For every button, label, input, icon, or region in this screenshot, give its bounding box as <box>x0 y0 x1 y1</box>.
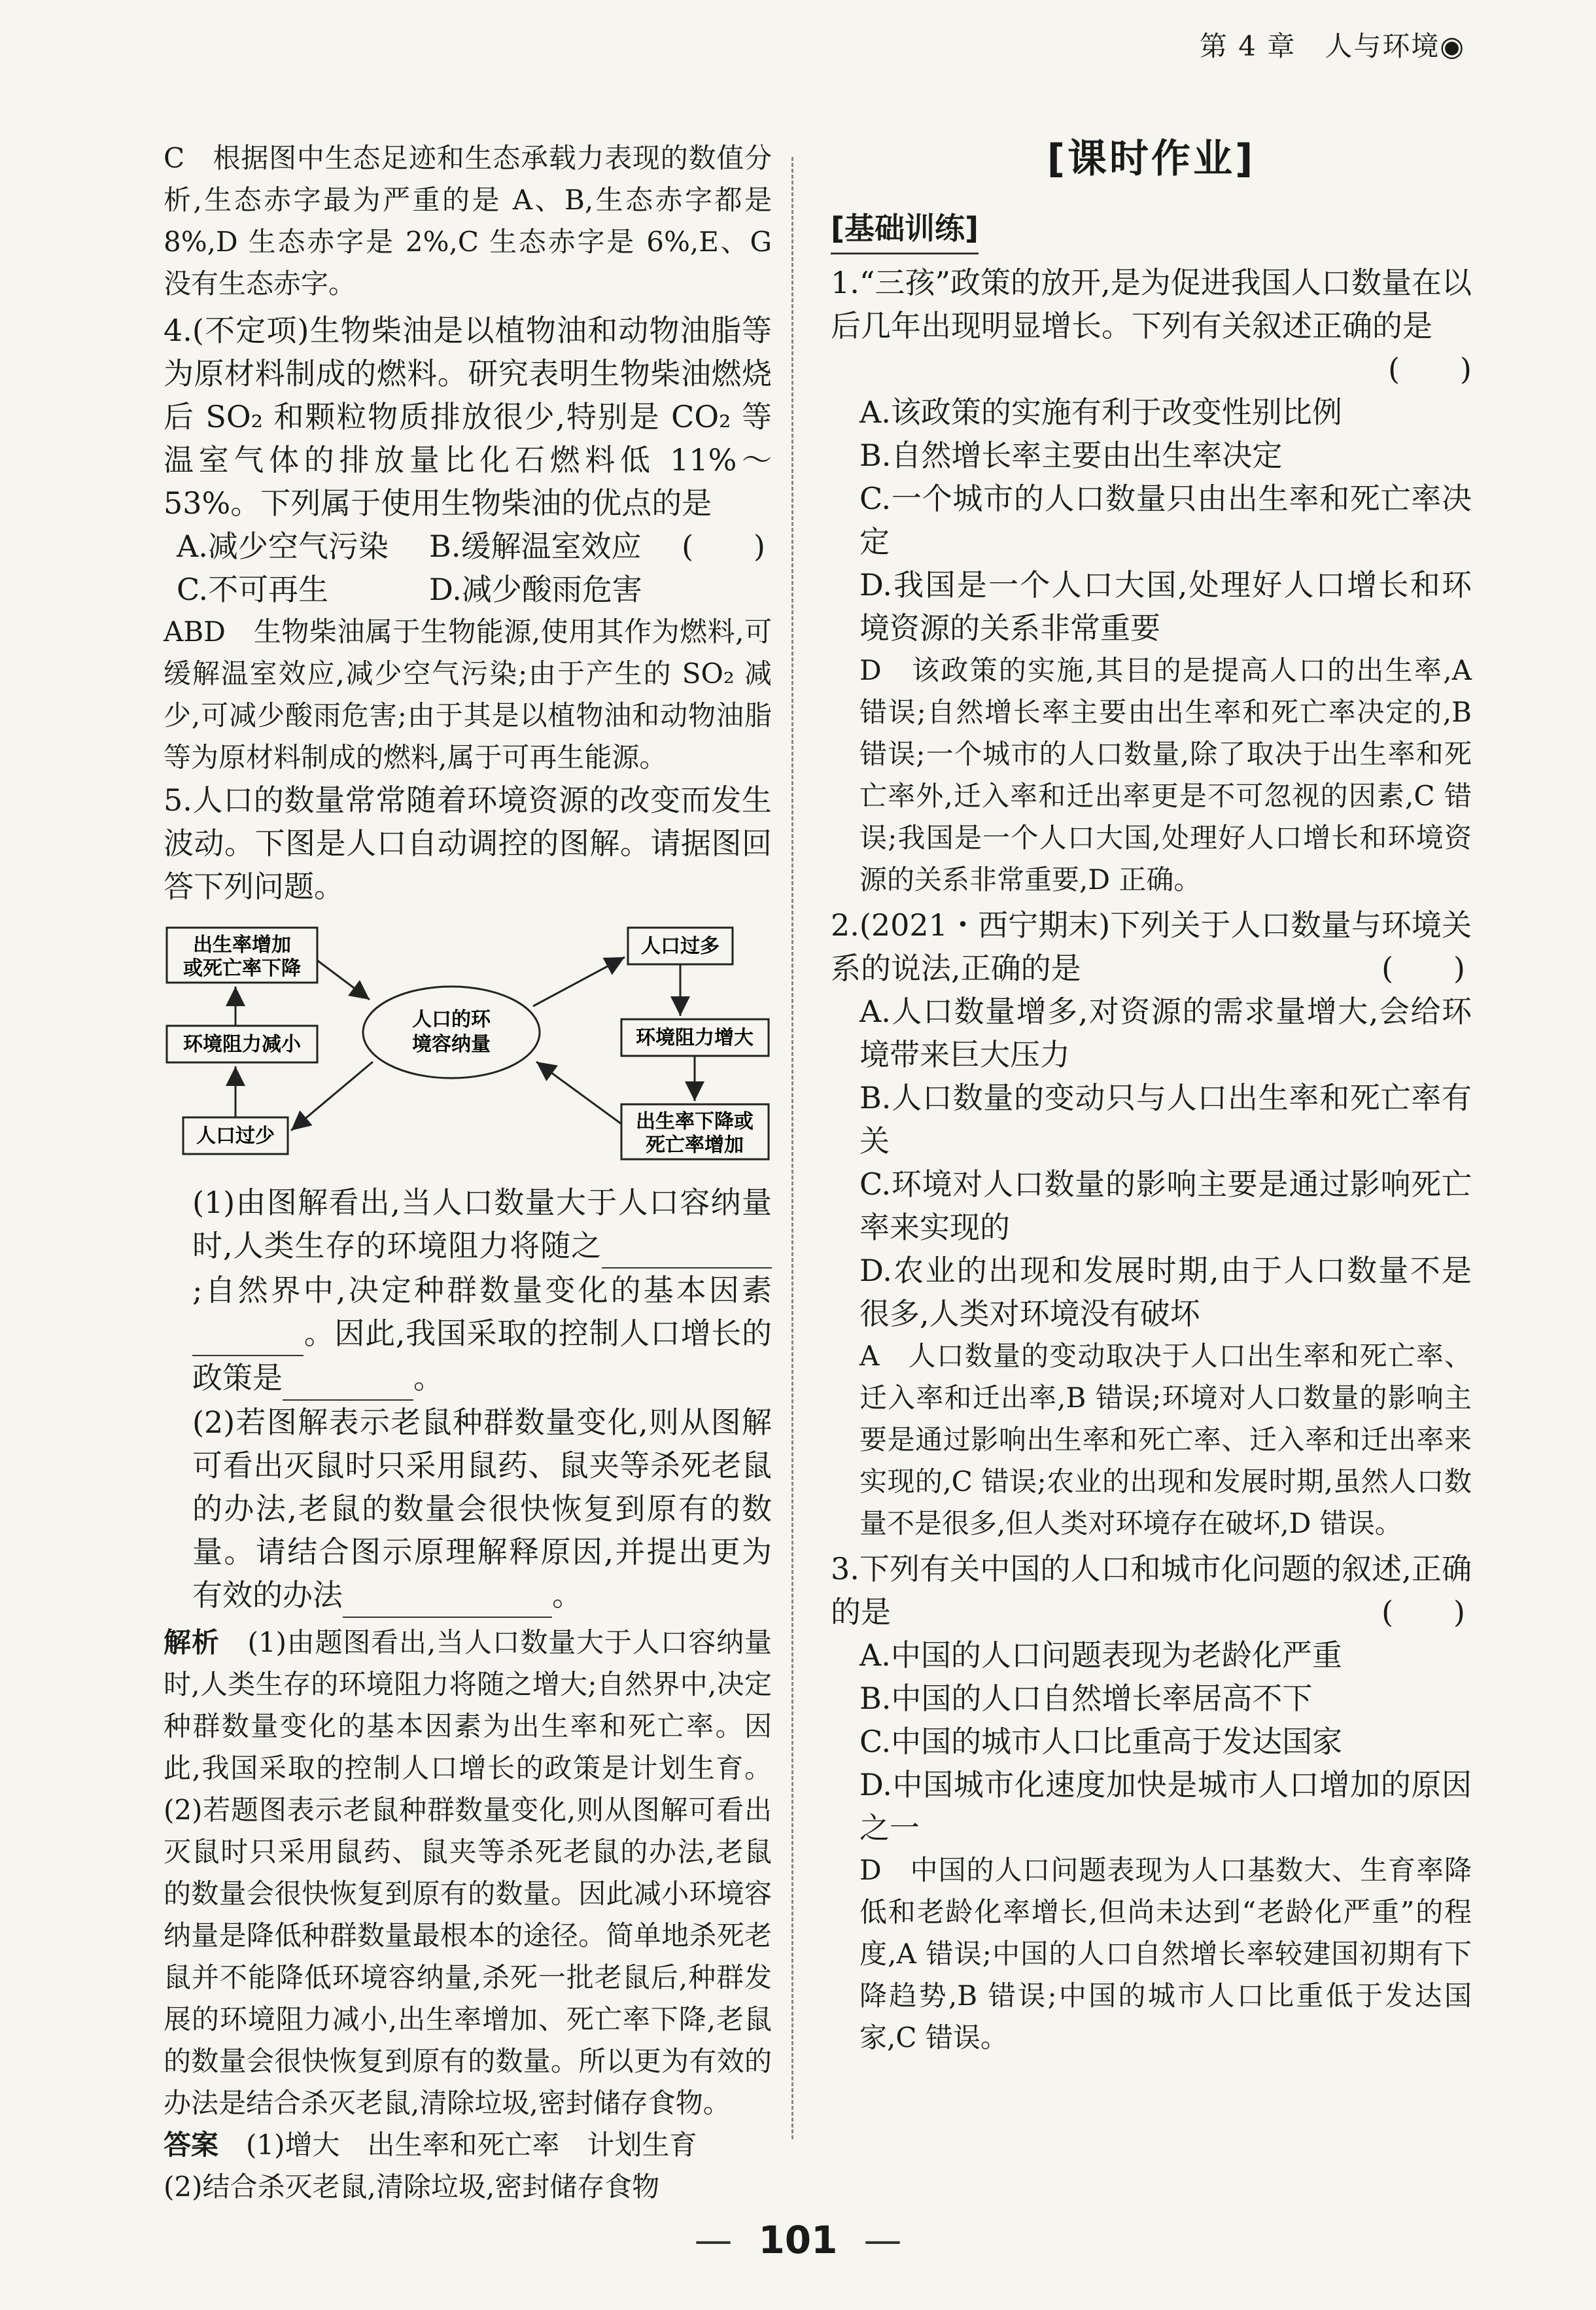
r-q2-stem-text: 2.(2021・西宁期末)下列关于人口数量与环境关系的说法,正确的是 <box>831 907 1472 986</box>
analysis-text: (1)由题图看出,当人口数量大于人口容纳量时,人类生存的环境阻力将随之增大;自然界中,决定种群数量变化的基本因素为出生率和死亡率。因此,我国采取的控制人口增长的政策是计划生育。(2)若题图表示老鼠种群数量变化,则从图解可看出灭鼠时只采用鼠药、鼠夹等杀死老鼠的办法,老鼠的数量会很快恢复到原有的数量。因此减小环境容纳量是降低种群数量最根本的途径。简单地杀死老鼠并不能降低环境容纳量,杀死一批老鼠后,种群发展的环境阻力减小,出生率增加、死亡率下降,老鼠的数量会很快恢复到原有的数量。所以更为有效的办法是结合杀灭老鼠,清除垃圾,密封储存食物。 <box>164 1626 772 2119</box>
q5-blank-2[interactable] <box>192 1312 304 1356</box>
answer-label: 答案 <box>164 2129 219 2161</box>
r-q2-stem <box>831 903 1472 990</box>
chapter-header: 第 4 章 人与环境◉ <box>1199 30 1465 62</box>
center-line2: 境容纳量 <box>412 1033 491 1056</box>
q4-answer-paren: ( ) <box>682 529 765 564</box>
arrow-box6-center <box>536 1062 621 1124</box>
q4-option-a: A.减少空气污染 <box>177 529 389 564</box>
r-q3-option-c: C.中国的城市人口比重高于发达国家 <box>859 1724 1343 1759</box>
box-birth-decrease-line1: 出生率下降或 <box>636 1110 754 1133</box>
homework-title: [课时作业] <box>1047 136 1256 182</box>
q5-part1-d: 。 <box>413 1360 443 1395</box>
q5-stem: 5.人口的数量常常随着环境资源的改变而发生波动。下图是人口自动调控的图解。请据图回答下列问题。 <box>164 782 772 904</box>
r-q3-paren: ( ) <box>1381 1594 1465 1630</box>
q4-option-b: B.缓解温室效应 <box>429 529 642 564</box>
box-resistance-decrease-text: 环境阻力减小 <box>183 1033 301 1056</box>
basic-training-label: [基础训练] <box>831 207 979 254</box>
q5-answer <box>164 2124 772 2166</box>
r-q1-explanation: D 该政策的实施,其目的是提高人口的出生率,A 错误;自然增长率主要由出生率和死亡率决定的,B 错误;一个城市的人口数量,除了取决于出生率和死亡率外,迁入率和迁出率更是不可忽视的因素,C 错误;我国是一个人口大国,处理好人口增长和环境资源的关系非常重要,D 正确。 <box>859 654 1472 896</box>
arrow-box1-center <box>317 960 370 1000</box>
r-q1-stem: 1.“三孩”政策的放开,是为促进我国人口数量在以后几年出现明显增长。下列有关叙述正确的是 <box>831 265 1472 343</box>
box-birth-increase-line2: 或死亡率下降 <box>183 957 301 980</box>
column-divider <box>791 157 793 2139</box>
box-overpopulation-text: 人口过多 <box>641 935 720 958</box>
q4-stem-text: 4.(不定项)生物柴油是以植物油和动物油脂等为原材料制成的燃料。研究表明生物柴油燃烧后 SO₂ 和颗粒物质排放很少,特别是 CO₂ 等温室气体的排放量比化石燃料低 11%～53%。下列属于使用生物柴油的优点的是 <box>164 313 772 521</box>
arrow-center-box5 <box>291 1062 373 1130</box>
q5-part1-b: ;自然界中,决定种群数量变化的基本因素 <box>192 1272 772 1308</box>
q4-options <box>164 525 682 611</box>
q5-part1 <box>164 1181 772 1401</box>
q5-analysis <box>164 1622 772 2124</box>
r-q2-option-a: A.人口数量增多,对资源的需求量增大,会给环境带来巨大压力 <box>859 994 1472 1072</box>
q5-answer-line2: (2)结合杀灭老鼠,清除垃圾,密封储存食物 <box>164 2171 660 2203</box>
r-q3-option-d: D.中国城市化速度加快是城市人口增加的原因之一 <box>859 1767 1472 1846</box>
q4-option-d: D.减少酸雨危害 <box>429 572 642 607</box>
r-q1-option-a: A.该政策的实施有利于改变性别比例 <box>859 394 1342 430</box>
center-carrying-capacity <box>363 987 540 1078</box>
r-q1-option-d: D.我国是一个人口大国,处理好人口增长和环境资源的关系非常重要 <box>859 567 1472 646</box>
q5-blank-1[interactable] <box>602 1224 772 1269</box>
r-q3-stem <box>831 1547 1472 1634</box>
right-column <box>831 137 1472 2059</box>
box-birth-increase-line1: 出生率增加 <box>193 934 291 956</box>
box-birth-decrease-line2: 死亡率增加 <box>646 1134 744 1157</box>
footer-dash-left: — <box>694 2218 733 2262</box>
r-q1-option-b: B.自然增长率主要由出生率决定 <box>859 438 1283 473</box>
page-footer <box>0 2218 1596 2262</box>
diagram-svg <box>164 921 772 1163</box>
r-q2-paren: ( ) <box>1381 951 1465 986</box>
r-q2-option-d: D.农业的出现和发展时期,由于人口数量不是很多,人类对环境没有破坏 <box>859 1253 1472 1331</box>
q5-blank-4[interactable] <box>343 1573 552 1618</box>
q4-option-c: C.不可再生 <box>177 572 329 607</box>
r-q3-explanation: D 中国的人口问题表现为人口基数大、生育率降低和老龄化率增长,但尚未达到“老龄化严重”的程度,A 错误;中国的人口自然增长率较建国初期有下降趋势,B 错误;中国的城市人口比重低于发达国家,C 错误。 <box>859 1854 1472 2054</box>
r-q2-option-b: B.人口数量的变动只与人口出生率和死亡率有关 <box>859 1080 1472 1159</box>
r-q3-option-a: A.中国的人口问题表现为老龄化严重 <box>859 1637 1342 1673</box>
q5-part2-end: 。 <box>552 1577 582 1613</box>
r-q1-option-c: C.一个城市的人口数量只由出生率和死亡率决定 <box>859 481 1472 559</box>
left-column <box>164 137 772 2208</box>
r-q2-explanation: A 人口数量的变动取决于人口出生率和死亡率、迁入率和迁出率,B 错误;环境对人口数量的影响主要是通过影响出生率和死亡率、迁入率和迁出率来实现的,C 错误;农业的出现和发展时期,虽然人口数量不是很多,但人类对环境存在破坏,D 错误。 <box>859 1340 1472 1539</box>
footer-dash-right: — <box>863 2218 902 2262</box>
page-number: 101 <box>758 2218 838 2262</box>
arrow-center-box2 <box>533 957 625 1006</box>
answer-line1: (1)增大 出生率和死亡率 计划生育 <box>246 2129 697 2161</box>
q5-blank-3[interactable] <box>283 1356 413 1401</box>
r-q3-stem-text: 3.下列有关中国的人口和城市化问题的叙述,正确的是 <box>831 1551 1472 1630</box>
box-resistance-increase-text: 环境阻力增大 <box>636 1026 754 1049</box>
analysis-label: 解析 <box>164 1626 220 1658</box>
q4-explanation: ABD 生物柴油属于生物能源,使用其作为燃料,可缓解温室效应,减少空气污染;由于产生的 SO₂ 减少,可减少酸雨危害;由于其是以植物油和动物油脂等为原材料制成的燃料,属于可再生能源。 <box>164 616 772 773</box>
q5-part1-a: (1)由图解看出,当人口数量大于人口容纳量时,人类生存的环境阻力将随之 <box>192 1185 772 1263</box>
center-line1: 人口的环 <box>412 1008 491 1031</box>
r-q1-paren-row <box>831 347 1472 391</box>
q5-part1-c: 。因此,我国采取的控制人口增长的政策是 <box>192 1316 772 1395</box>
q3-explanation: C 根据图中生态足迹和生态承载力表现的数值分析,生态赤字最为严重的是 A、B,生态赤字都是 8%,D 生态赤字是 2%,C 生态赤字是 6%,E、G 没有生态赤字。 <box>164 142 772 300</box>
q5-part2-text: (2)若图解表示老鼠种群数量变化,则从图解可看出灭鼠时只采用鼠药、鼠夹等杀死老鼠的办法,老鼠的数量会很快恢复到原有的数量。请结合图示原理解释原因,并提出更为有效的办法 <box>192 1405 772 1613</box>
population-regulation-diagram <box>164 921 772 1174</box>
box-underpopulation-text: 人口过少 <box>196 1125 275 1147</box>
r-q3-option-b: B.中国的人口自然增长率居高不下 <box>859 1681 1313 1716</box>
r-q2-option-c: C.环境对人口数量的影响主要是通过影响死亡率来实现的 <box>859 1166 1472 1245</box>
q5-part2 <box>164 1401 772 1618</box>
r-q1-paren: ( ) <box>1388 351 1472 387</box>
